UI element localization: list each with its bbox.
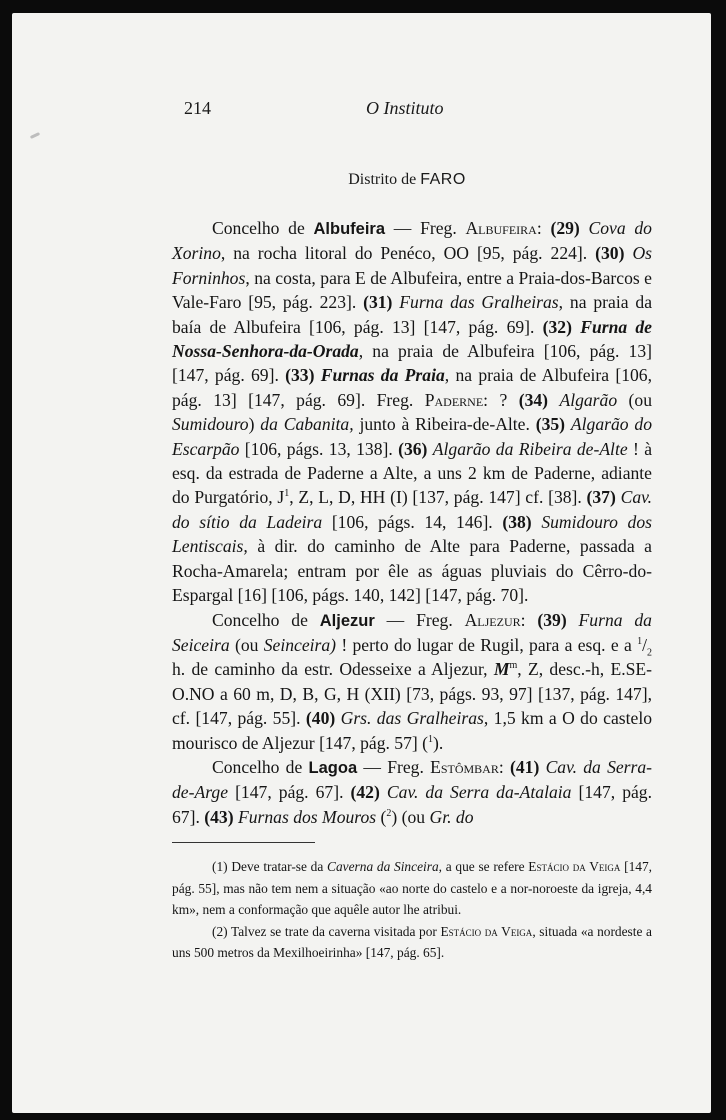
text-run: ! à esq. da estrada de Paderne a Alte, a uns 2 km de Paderne, adiante do Purgatório, J xyxy=(172,438,653,508)
text-run: Deve tratar-se da xyxy=(227,859,328,874)
text-run: , situada «a nordeste a uns 500 metros da Mexilhoeirinha» [147, pág. 65]. xyxy=(172,923,652,961)
text-run: [106, págs. 14, 146]. xyxy=(322,511,503,532)
text-run: h. de caminho da estr. Odesseixe a Aljezur, xyxy=(172,659,494,680)
text-run: , na praia da baía de Albufeira [106, pág. 13] [147, pág. 69]. xyxy=(172,292,653,337)
text-run: — Freg. xyxy=(385,218,466,238)
cave-name: Sumidouro dos Lentiscais, xyxy=(172,511,652,557)
concelho-name: Aljezur xyxy=(319,611,375,630)
author-name: Estácio da Veiga xyxy=(528,859,621,874)
fraction-denominator: 2 xyxy=(647,647,652,659)
paragraph-aljezur: Concelho de Aljezur — Freg. Aljezur: (39) Furna da Seiceira (ou Seinceira) ! perto do lugar de Rugil, para a esq. e a $^1/_2$ h. de caminho da estr. Odesseixe a Aljezur, $M^m$, Z, desc.-h, E.SE-O.NO a 60 m, D, B, G, H (XII) [73, págs. 93, 97] [137, pág. 147], cf. [147, pág. 55]. (40) Grs. das Gralheiras, 1,5 km a O do castelo mourisco de Aljezur [147, pág. 57] ($^1$). xyxy=(172,609,652,753)
cave-name: Cova do Xorino xyxy=(172,218,652,264)
entry-number: (40) xyxy=(305,708,336,729)
concelho-lead: Concelho de xyxy=(212,756,303,777)
freguesia-name: Albufeira xyxy=(465,218,537,238)
cave-name: Algarão do Escarpão xyxy=(172,414,652,459)
cave-name: Furnas dos Mouros xyxy=(237,806,377,827)
district-prefix: Distrito de xyxy=(348,171,417,188)
text-run: ) (ou xyxy=(391,806,430,827)
paragraph-lagoa xyxy=(172,755,652,829)
cave-name: Furna da Seiceira xyxy=(172,609,652,655)
map-symbol: M xyxy=(493,659,510,680)
text-run: — Freg. xyxy=(374,609,465,630)
entry-number: (36) xyxy=(398,438,428,459)
text-run: [147, pág. 67]. xyxy=(172,782,653,827)
entry-number: (35) xyxy=(535,414,566,435)
footnote-ref: 2 xyxy=(386,807,392,819)
footnote-2 xyxy=(172,921,652,964)
text-run: (ou xyxy=(229,634,264,655)
footnote-1 xyxy=(172,856,652,921)
concelho-lead: Concelho de xyxy=(212,609,308,630)
entry-number: (43) xyxy=(204,806,234,827)
text-run: ! perto do lugar de Rugil, para a esq. e a xyxy=(336,634,638,655)
entry-number: (38) xyxy=(502,511,532,532)
cave-name: Caverna da Sinceira xyxy=(327,859,439,874)
text-run: : xyxy=(498,756,510,777)
text-run: Talvez se trate da caverna visitada por xyxy=(227,923,441,939)
entry-number: (42) xyxy=(350,782,380,803)
main-text xyxy=(172,216,652,829)
text-run: : xyxy=(520,609,538,630)
freguesia-name: Estômbar xyxy=(430,756,499,777)
text-run: [147, pág. 67]. xyxy=(228,782,351,803)
text-run: (ou xyxy=(617,389,652,410)
text-run: à dir. do caminho de Alte para Paderne, passada a Rocha-Amarela; entram por êle as águas pluviais do Cêrro-do-Espargal [16] [106, págs. 140, 142] [147, pág. 70]. xyxy=(172,536,652,606)
text-run: [106, págs. 13, 138]. xyxy=(239,438,399,459)
text-run: , na praia de Albufeira [106, pág. 13] [147, pág. 69]. Freg. xyxy=(172,365,653,410)
concelho-lead: Concelho de xyxy=(212,218,305,238)
running-title: O Instituto xyxy=(366,98,444,118)
text-run: , 1,5 km a O do castelo mourisco de Aljezur [147, pág. 57] ( xyxy=(172,708,652,753)
concelho-name: Albufeira xyxy=(313,220,386,238)
entry-number: (34) xyxy=(518,389,549,410)
freguesia-name: Aljezur xyxy=(464,609,521,630)
entry-number: (41) xyxy=(510,756,540,777)
entry-number: (37) xyxy=(586,487,616,508)
district-heading xyxy=(172,171,642,189)
text-run: , Z, L, D, HH (I) [137, pág. 147] cf. [38]. xyxy=(289,487,587,508)
running-head xyxy=(172,98,642,122)
cave-name: Cav. da Serra da-Atalaia xyxy=(386,782,572,803)
footnote-marker: (2) xyxy=(212,923,228,939)
text-run: [147, pág. 55], mas não tem nem a situação «ao norte do castelo e a nor-noroeste da igreja, 4,4 km», nem a conformação que aquêle autor lhe atribui. xyxy=(172,859,652,918)
text-run: — Freg. xyxy=(357,756,431,777)
cave-name: Furna de Nossa-Senhora-da-Orada xyxy=(172,316,652,362)
cave-name: Seinceira) xyxy=(263,634,337,655)
cave-name: Grs. das Gralheiras xyxy=(340,708,484,729)
entry-number: (30) xyxy=(595,243,625,264)
cave-name: Cav. da Serra-de-Arge xyxy=(172,756,653,803)
cave-name: Gr. do xyxy=(429,806,474,827)
text-run: ). xyxy=(433,732,444,753)
text-run: , na rocha litoral do Penéco, OO [95, pág. 224]. xyxy=(220,243,596,264)
text-run: ( xyxy=(376,806,387,827)
district-name: FARO xyxy=(420,171,466,188)
cave-name: Sumidouro xyxy=(172,414,249,435)
footnotes xyxy=(172,856,652,964)
footnote-ref: 1 xyxy=(428,733,434,745)
entry-number: (31) xyxy=(363,292,393,313)
text-run: , a que se refere xyxy=(438,859,529,874)
author-name: Estácio da Veiga xyxy=(440,923,533,939)
cave-name: Os Forninhos xyxy=(172,243,652,288)
entry-number: (39) xyxy=(537,609,567,630)
footnote-marker: (1) xyxy=(212,859,228,874)
cave-name: Cav. do sítio da Ladeira xyxy=(172,487,653,532)
text-run: : xyxy=(536,218,551,238)
cave-name: Furnas da Praia xyxy=(320,365,445,386)
freguesia-name: Paderne xyxy=(424,389,484,410)
page-number: 214 xyxy=(184,98,211,118)
footnote-rule xyxy=(172,842,315,843)
text-run: junto à Ribeira-de-Alte. xyxy=(353,414,536,435)
book-page xyxy=(12,13,711,1113)
text-run: : ? xyxy=(483,389,519,410)
text-run: ) xyxy=(248,414,261,435)
cave-name: Algarão da Ribeira de-Alte xyxy=(432,438,628,459)
cave-name: Algarão xyxy=(559,389,618,410)
fraction-numerator: 1 xyxy=(637,636,643,648)
superscript: m xyxy=(509,660,518,672)
text-run: , na praia de Albufeira [106, pág. 13] [147, pág. 69]. xyxy=(172,341,652,386)
superscript: 1 xyxy=(284,488,290,500)
entry-number: (32) xyxy=(542,316,572,337)
cave-name: da Cabanita, xyxy=(260,414,354,435)
entry-number: (33) xyxy=(285,365,315,386)
cave-name: Furna das Gralheiras xyxy=(399,292,559,313)
concelho-name: Lagoa xyxy=(308,758,358,777)
text-run: , na costa, para E de Albufeira, entre a Praia-dos-Barcos e Vale-Faro [95, pág. 223]. xyxy=(172,267,652,313)
paragraph-albufeira xyxy=(172,216,652,608)
ink-smudge xyxy=(30,132,40,139)
entry-number: (29) xyxy=(550,218,580,238)
text-run: , Z, desc.-h, E.SE-O.NO a 60 m, D, B, G, H (XII) [73, págs. 93, 97] [137, pág. 147], cf. [147, pág. 55]. xyxy=(172,659,652,729)
